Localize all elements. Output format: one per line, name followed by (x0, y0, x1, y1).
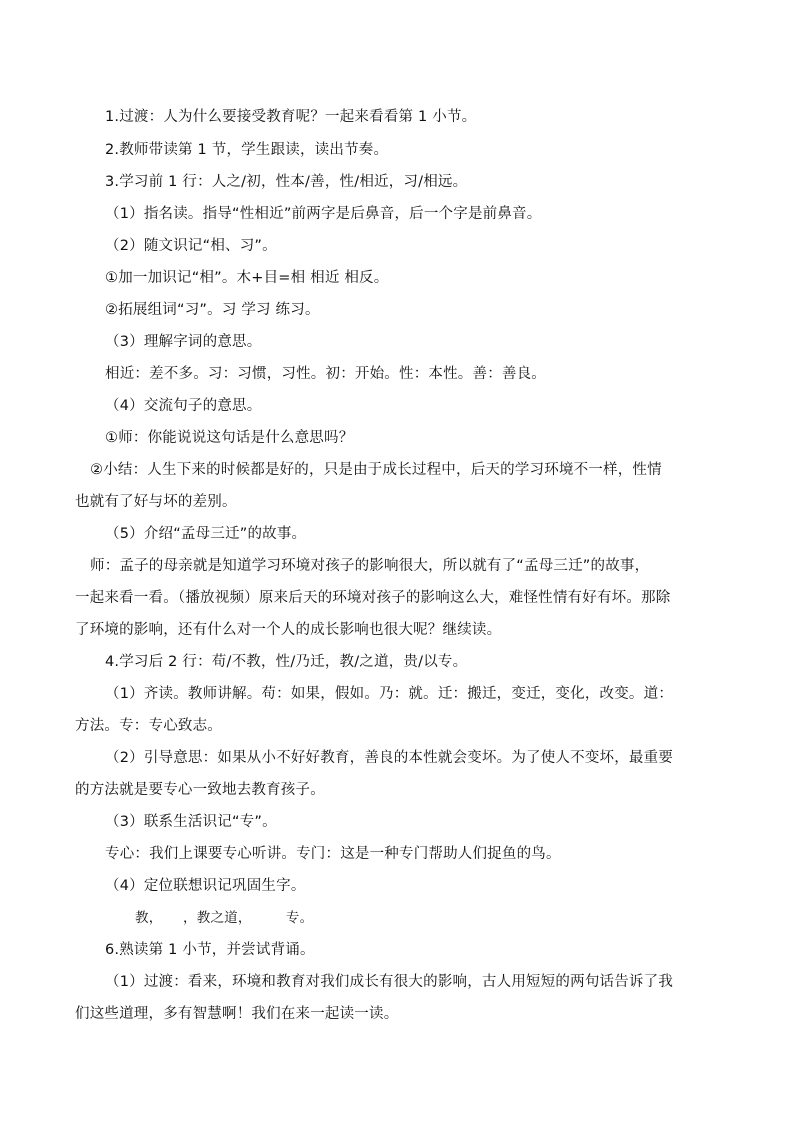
text-line: 们这些道理，多有智慧啊！我们在来一起读一读。 (75, 1006, 399, 1022)
text-line: 4.学习后 2 行：苟/不教，性/乃迁，教/之道，贵/以专。 (105, 654, 468, 670)
text-line: （1）齐读。教师讲解。苟：如果，假如。乃：就。迁：搬迁，变迁，变化，改变。道： (105, 686, 674, 702)
text-line: 方法。专：专心致志。 (75, 718, 222, 734)
text-line: 一起来看一看。（播放视频）原来后天的环境对孩子的影响这么大，难怪性情有好有坏。那除 (75, 590, 671, 606)
text-line: （4）定位联想识记巩固生字。 (105, 878, 306, 894)
text-line: 3.学习前 1 行：人之/初，性本/善，性/相近，习/相远。 (105, 174, 468, 190)
text-line: 6.熟读第 1 小节，并尝试背诵。 (105, 942, 315, 958)
text-line: 1.过渡：人为什么要接受教育呢？一起来看看第 1 小节。 (105, 109, 477, 125)
text-line: 专心：我们上课要专心听讲。专门：这是一种专门帮助人们捉鱼的鸟。 (105, 846, 561, 862)
text-line: 也就有了好与坏的差别。 (75, 494, 237, 510)
text-line: （1）指名读。指导“性相近”前两字是后鼻音，后一个字是前鼻音。 (105, 206, 542, 222)
text-line: （3）理解字词的意思。 (105, 334, 262, 350)
text-line: ①师：你能说说这句话是什么意思吗？ (105, 430, 354, 446)
text-line: 了环境的影响，还有什么对一个人的成长影响也很大呢？继续读。 (75, 622, 502, 638)
text-line: ①加一加识记“相”。木+目=相 相近 相反。 (105, 270, 389, 286)
text-line: ②小结：人生下来的时候都是好的，只是由于成长过程中，后天的学习环境不一样，性情 (90, 462, 662, 478)
text-line: 教， ，教之道， 专。 (135, 910, 314, 926)
text-line: 2.教师带读第 1 节，学生跟读，读出节奏。 (105, 142, 389, 158)
text-line: ②拓展组词“习”。习 学习 练习。 (105, 302, 320, 318)
text-line: （3）联系生活识记“专”。 (105, 814, 277, 830)
text-line: （5）介绍“孟母三迁”的故事。 (105, 526, 307, 542)
text-line: （2）随文识记“相、习”。 (105, 238, 277, 254)
text-line: 相近：差不多。习：习惯，习性。初：开始。性：本性。善：善良。 (105, 366, 546, 382)
text-line: （2）引导意思：如果从小不好好教育，善良的本性就会变坏。为了使人不变坏，最重要 (105, 750, 674, 766)
text-line: （4）交流句子的意思。 (105, 398, 262, 414)
text-line: （1）过渡：看来，环境和教育对我们成长有很大的影响，古人用短短的两句话告诉了我 (105, 974, 674, 990)
text-line: 的方法就是要专心一致地去教育孩子。 (75, 782, 325, 798)
text-line: 师：孟子的母亲就是知道学习环境对孩子的影响很大，所以就有了“孟母三迁”的故事， (90, 558, 650, 574)
